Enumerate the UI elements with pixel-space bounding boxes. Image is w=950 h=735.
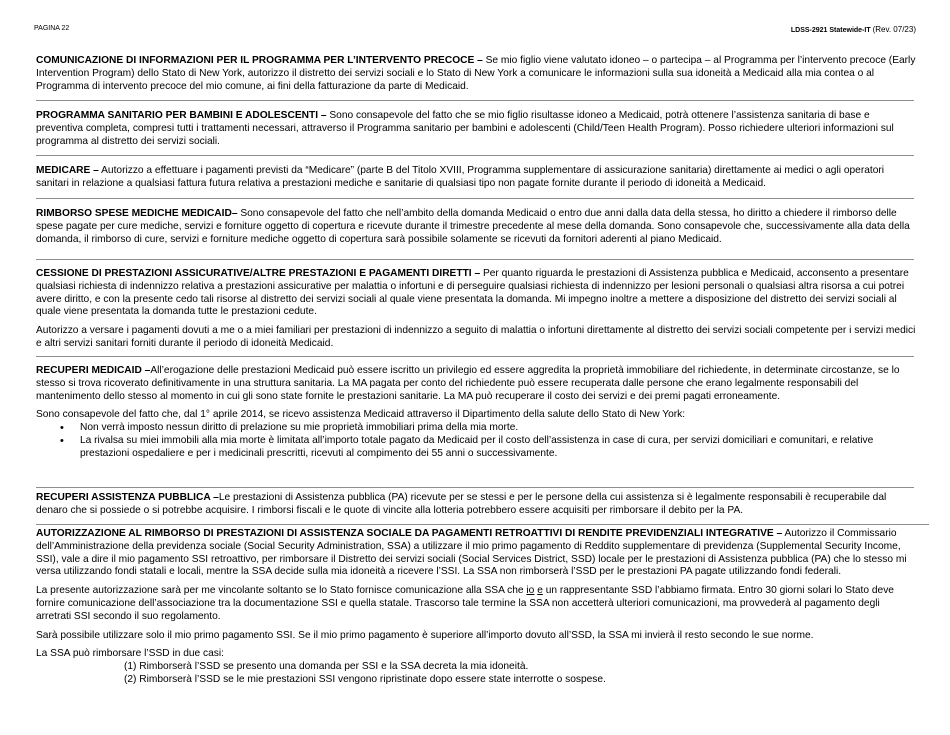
section-pa-recovery [36,492,916,518]
section-paragraph-2: Autorizzo a versare i pagamenti dovuti a me o a miei familiari per prestazioni di indennizzo a seguito di malattia o infortuni direttamente al distretto dei servizi sociali competente per i servizi medici e altri servizi sanitari forniti durante il periodo di idoneità Medicaid. [36,325,916,349]
section-text: Per quanto riguarda le prestazioni di Assistenza pubblica e Medicaid, acconsento a presentare qualsiasi richiesta di indennizzo relativa a prestazioni assicurative per malattia o infortuni e di perseguire qualsiasi richiesta di indennizzo per lesioni personali o qualsiasi altra risorsa a cui potrei avere diritto, e con la presente cedo tali risorse al distretto dei servizi sociali al quale viene presentata la domanda. Mi impegno inoltre a mettere a disposizione del distretto dei servizi sociali al quale viene presentata la domanda tutte le prestazioni cedute. [36,268,909,318]
section-title: COMUNICAZIONE DI INFORMAZIONI PER IL PROGRAMMA PER L’INTERVENTO PRECOCE – [36,55,483,66]
section-medicare [36,165,916,191]
section-paragraph [36,110,916,148]
section-title: RECUPERI ASSISTENZA PUBBLICA – [36,492,219,503]
bullet-list [36,422,916,460]
form-id-label: LDSS-2921 Statewide-IT [790,27,871,34]
section-text: Sono consapevole del fatto che se mio figlio risultasse idoneo a Medicaid, potrà ottenere l’assistenza sanitaria di base e preventiva completa, compresi tutti i trattamenti necessari, attraverso il Programma sanitario per bambini e adolescenti (Child/Teen Health Program). Posso richiedere ulteriori informazioni sul programma al distretto dei servizi sociali. [36,110,894,147]
section-paragraph [36,55,916,93]
section-reimbursement [36,208,916,246]
section-paragraph-3: Sarà possibile utilizzare solo il mio primo pagamento SSI. Se il mio primo pagamento è superiore all’importo dovuto all’SSD, la SSA mi invierà il resto secondo le sue norme. [36,629,814,641]
section-text: Autorizzo a effettuare i pagamenti previsti da “Medicare” (parte B del Titolo XVIII, Programma supplementare di assicurazione sanitaria) direttamente ai medici o agli operatori sanitari in relazione a qualsiasi fattura futura relativa a prestazioni mediche e sanitarie di qualsiasi tipo non pagate fornite durante il periodo di idoneità a Medicaid. [36,165,885,189]
text-run: un rappresentante SSD l’abbiamo firmata. Entro 30 giorni solari lo Stato deve fornire comunicazione dell’associazione tra la documentazione SSI e quella statale. Trascorso tale termine la SSA non accetterà ulteriori comunicazioni, ma provvederà al pagamento degli arretrati SSI secondo il suo regolamento. [36,585,894,622]
case-item: (2) Rimborserà l’SSD se le mie prestazioni SSI vengono ripristinate dopo essere state interrotte o sospese. [124,673,606,685]
list-item: • Non verrà imposto nessun diritto di prelazione su mie proprietà immobiliari prima della mia morte. [36,422,916,435]
section-divider [36,356,914,357]
section-divider [36,198,914,199]
list-item: • La rivalsa su miei immobili alla mia morte è limitata all’importo totale pagato da Medicaid per il costo dell’assistenza in case di cura, per servizi domiciliari e comunitari, e relative prestazioni ospedaliere e per i medicinali prescritti, ricevuti al compimento dei 55 anni o successivamente. [36,435,916,461]
section-text: All’erogazione delle prestazioni Medicaid può essere iscritto un privilegio ed essere aggredita la proprietà immobiliare del richiedente, in determinate circostanze, se lo stesso si trova ricoverato definitivamente in una struttura sanitaria. La MA pagata per conto del richiedente può essere recuperata dalle persone che erano legalmente responsabili del mantenimento dello stesso al momento in cui gli sono state fornite le prestazioni sanitarie. La MA può recuperare il costo dei servizi e dei premi pagati erroneamente. [36,365,900,402]
section-text: Se mio figlio viene valutato idoneo – o partecipa – al Programma per l’intervento precoce (Early Intervention Program) dello Stato di New York, autorizzo il distretto dei servizi sociali e lo Stato di New York a comunicare le informazioni sulla sua idoneità a Medicaid alla mia contea o al Programma di intervento precoce del mio comune, ai fini della fatturazione da parte di Medicaid. [36,55,916,92]
page-header [34,22,916,36]
case-item: (1) Rimborserà l’SSD se presento una domanda per SSI e la SSA decreta la mia idoneità. [124,661,529,673]
underlined-text: io [526,585,535,597]
section-title: RIMBORSO SPESE MEDICHE MEDICAID– [36,208,238,219]
section-paragraph-2: Sono consapevole del fatto che, dal 1° aprile 2014, se ricevo assistenza Medicaid attraverso il Dipartimento della salute dello Stato di New York: [36,409,686,421]
section-child-teen [36,110,916,148]
section-divider [36,487,914,488]
section-paragraph-4: La SSA può rimborsare l’SSD in due casi: [36,648,224,660]
section-divider [36,155,914,156]
section-title: RECUPERI MEDICAID – [36,365,151,376]
section-early-intervention [36,55,916,93]
section-paragraph [36,268,916,319]
section-ssi-authorization [36,528,916,687]
section-title: CESSIONE DI PRESTAZIONI ASSICURATIVE/ALTRE PRESTAZIONI E PAGAMENTI DIRETTI – [36,268,481,279]
section-divider [36,100,914,101]
section-text: Sono consapevole del fatto che nell’ambito della domanda Medicaid o entro due anni dalla data della stessa, ho diritto a chiedere il rimborso delle spese pagate per cure mediche, servizi e forniture oggetto di copertura e ricevute durante il trimestre precedente al mese della domanda. Sono consapevole che, successivamente alla data della domanda, il rimborso di cure, servizi e forniture mediche oggetto di copertura sarà possibile solamente se ricevuti da fornitori aderenti al piano Medicaid. [36,208,910,245]
section-paragraph-2 [36,585,916,623]
section-paragraph [36,365,916,403]
section-title: PROGRAMMA SANITARIO PER BAMBINI E ADOLESCENTI – [36,110,327,121]
section-text: Le prestazioni di Assistenza pubblica (PA) ricevute per se stessi e per le persone della cui assistenza si è legalmente responsabili è recuperabile dal denaro che si possiede o si potrebbe acquisire. I rimborsi fiscali e le quote di vincite alla lotteria potrebbero essere acquisiti per rimborsare il debito per la PA. [36,492,887,516]
section-divider [36,524,929,525]
revision-label: (Rev. 07/23) [872,25,916,34]
page-number: PAGINA 22 [34,25,70,32]
form-identifier [791,25,916,34]
section-paragraph [36,528,916,579]
text-run: La presente autorizzazione sarà per me vincolante soltanto se lo Stato fornisce comunicazione alla SSA che [36,585,527,597]
section-paragraph [36,165,916,191]
section-divider [36,259,914,260]
section-title: MEDICARE – [36,165,99,176]
section-title: AUTORIZZAZIONE AL RIMBORSO DI PRESTAZIONI DI ASSISTENZA SOCIALE DA PAGAMENTI RETROATTIVI DI RENDITE PREVIDENZIALI INTEGRATIVE – [36,528,783,539]
section-text: Autorizzo il Commissario dell’Amministrazione della previdenza sociale (Social Security Administration, SSA) a utilizzare il mio primo pagamento di Reddito supplementare di previdenza (Supplemental Security Income, SSI), vale a dire il mio pagamento SSI retroattivo, per rimborsare il Distretto dei servizi sociali (Social Services District, SSD) locale per le prestazioni di Assistenza pubblica (PA) che lo stesso mi versa utilizzando fondi statali e locali, mentre la SSA decide sulla mia idoneità a ricevere l’SSI. La SSA non rimborserà l’SSD per le prestazioni PA pagate utilizzando fondi federali. [36,528,907,578]
section-paragraph [36,208,916,246]
underlined-text: e [537,585,543,597]
section-medicaid-recovery [36,365,916,461]
section-paragraph [36,492,916,518]
section-assignment [36,268,916,351]
